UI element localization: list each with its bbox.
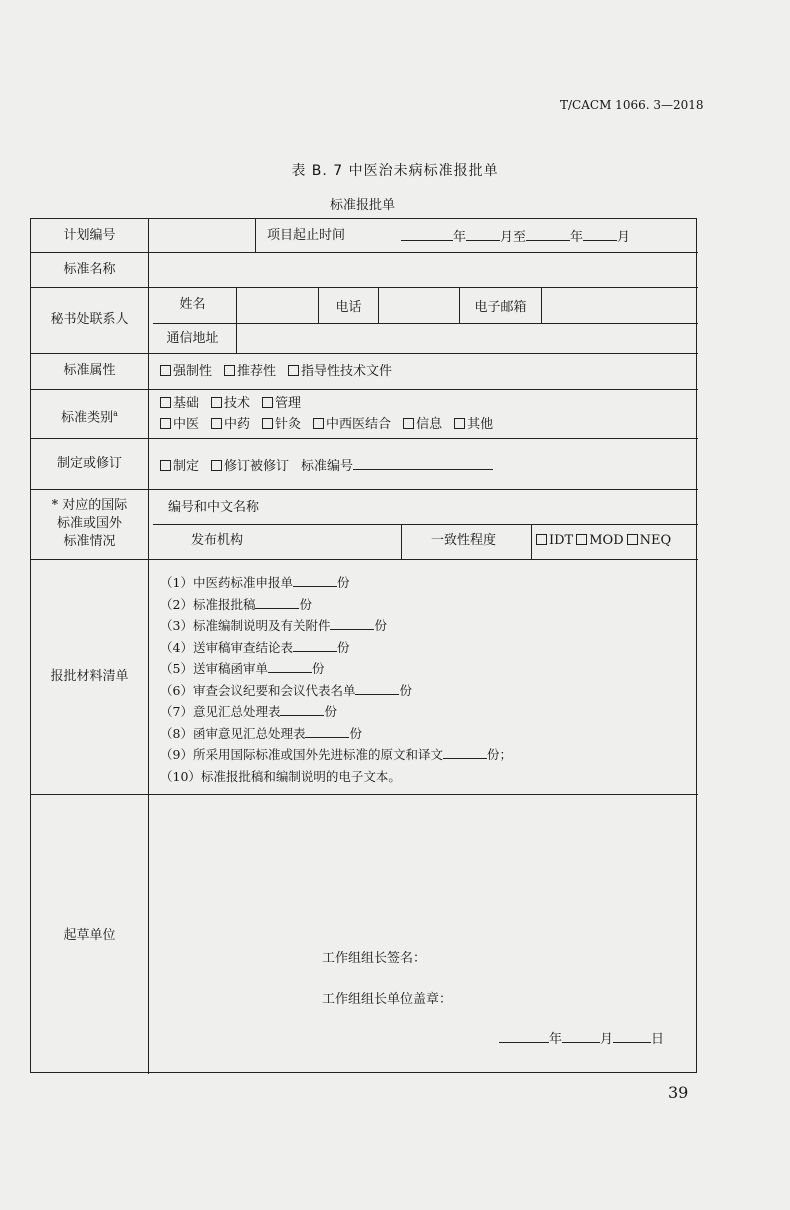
attribute-option-guidance[interactable]: 指导性技术文件 [288,364,392,379]
copies-field[interactable] [293,639,337,652]
attribute-label: 标准属性 [63,363,116,378]
copies-field[interactable] [305,725,349,738]
attribute-option-recommended[interactable]: 推荐性 [224,364,276,379]
checkbox-icon [211,418,222,429]
contact-phone-field[interactable] [379,288,458,322]
name-label: 姓名 [179,297,206,312]
consistency-option-mod[interactable]: MOD [576,533,623,548]
consistency-option-neq[interactable]: NEQ [627,533,672,548]
address-label: 通信地址 [166,331,219,346]
page-number: 39 [668,1083,689,1102]
checkbox-icon [454,418,465,429]
standard-number-label: 标准编号 [301,459,354,474]
consistency-options [536,533,671,549]
form-title: 标准报批单 [329,198,395,213]
plan-number-field[interactable] [149,220,254,251]
revision-label: 制定或修订 [56,456,122,471]
plan-number-label: 计划编号 [63,228,116,243]
checkbox-icon [160,460,171,471]
category-option-information[interactable]: 信息 [403,417,442,432]
copies-field[interactable] [255,596,299,609]
checkbox-icon [211,460,222,471]
attribute-option-mandatory[interactable]: 强制性 [160,364,212,379]
intl-standard-label: * 对应的国际 标准或国外 标准情况 [51,498,128,549]
sign-date[interactable]: 年 月 日 [499,1030,664,1048]
standard-name-field[interactable] [149,253,697,286]
project-period-label: 项目起止时间 [267,228,346,243]
revision-option-new[interactable]: 制定 [160,459,199,474]
category-label: 标准类别$^a$ [61,409,118,426]
leader-signature-label: 工作组组长签名： [322,951,427,966]
category-option-integrated[interactable]: 中西医结合 [313,417,391,432]
category-option-technical[interactable]: 技术 [211,396,250,411]
revision-option-revise[interactable]: 修订被修订 [211,459,289,474]
checkbox-icon [536,534,547,545]
intl-publisher-label: 发布机构 [191,533,244,548]
category-option-management[interactable]: 管理 [262,396,301,411]
table-title: 表 B. 7 中医治未病标准报批单 [291,163,499,179]
category-options-row2 [160,417,505,433]
contact-address-field[interactable] [237,324,697,352]
leader-seal-label: 工作组组长单位盖章： [322,992,453,1007]
copies-field[interactable] [443,746,487,759]
checkbox-icon [262,418,273,429]
category-option-other[interactable]: 其他 [454,417,493,432]
standard-number-field[interactable] [353,457,493,470]
list-item: （5）送审稿函审单 份 [160,661,325,676]
intl-publisher-field[interactable] [271,525,399,558]
list-item: （1）中医药标准申报单 份 [160,575,350,590]
list-item: （3）标准编制说明及有关附件 份 [160,618,387,633]
list-item: （7）意见汇总处理表 份 [160,704,337,719]
checkbox-icon [160,418,171,429]
list-item: （10）标准报批稿和编制说明的电子文本。 [160,768,401,784]
contact-email-field[interactable] [542,288,697,322]
category-option-chinese-medicine[interactable]: 中药 [211,417,250,432]
checkbox-icon [403,418,414,429]
copies-field[interactable] [355,682,399,695]
checkbox-icon [627,534,638,545]
checkbox-icon [224,365,235,376]
copies-field[interactable] [268,660,312,673]
email-label: 电子邮箱 [474,300,527,315]
materials-label: 报批材料清单 [50,669,129,684]
consistency-label: 一致性程度 [431,533,497,548]
list-item: （8）函审意见汇总处理表 份 [160,725,362,741]
category-option-acupuncture[interactable]: 针灸 [262,417,301,432]
copies-field[interactable] [293,574,337,587]
list-item: （2）标准报批稿 份 [160,596,312,612]
category-option-tcm[interactable]: 中医 [160,417,199,432]
consistency-option-idt[interactable]: IDT [536,533,573,548]
list-item: （9）所采用国际标准或国外先进标准的原文和译文 份； [160,747,512,762]
phone-label: 电话 [335,300,362,315]
checkbox-icon [160,365,171,376]
drafting-unit-label: 起草单位 [63,928,116,943]
contact-name-field[interactable] [237,288,317,322]
intl-code-label: 编号和中文名称 [168,500,260,515]
category-option-basic[interactable]: 基础 [160,396,199,411]
copies-field[interactable] [330,617,374,630]
list-item: （6）审查会议纪要和会议代表名单 份 [160,682,412,698]
attribute-options [160,364,404,380]
list-item: （4）送审稿审查结论表 份 [160,639,350,655]
category-options-row1 [160,396,313,412]
checkbox-icon [288,365,299,376]
copies-field[interactable] [280,703,324,716]
standard-name-label: 标准名称 [63,262,116,277]
revision-options [160,457,493,475]
checkbox-icon [313,418,324,429]
checkbox-icon [576,534,587,545]
checkbox-icon [211,397,222,408]
checkbox-icon [160,397,171,408]
intl-code-field[interactable] [271,491,697,523]
project-period-field[interactable]: 年 月至 年 月 [401,228,630,246]
secretariat-contact-label: 秘书处联系人 [50,312,129,327]
checkbox-icon [262,397,273,408]
standard-code: T/CACM 1066. 3—2018 [560,98,704,112]
materials-list [160,572,512,787]
